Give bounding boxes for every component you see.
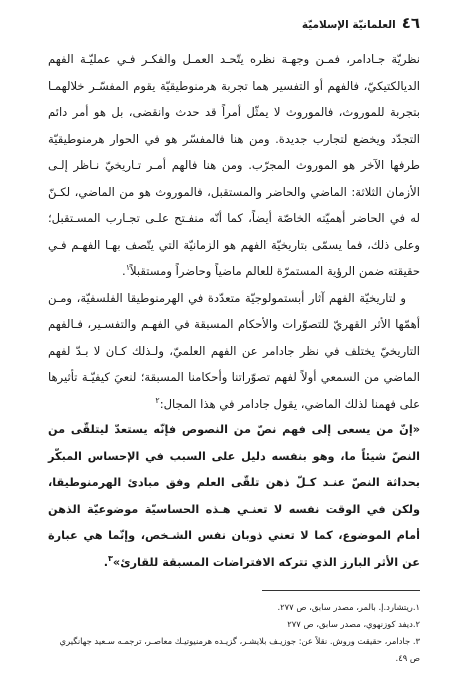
running-title: العلمانيّة الإسلاميّة <box>301 19 396 31</box>
footnote-ref-3[interactable]: ٣ <box>108 553 113 563</box>
footnotes <box>48 599 420 667</box>
page-header <box>48 14 420 36</box>
footnote-divider <box>262 590 420 591</box>
block-quote: «إنّ من يسعى إلى فهم نصّ من النصوص فإنّه يستعدّ ليتلقّى من النصّ شيئاً ما، وهو بنفسه دليل على السبب في الإحساس المبكّر بحداثة النصّ عنـد كـلّ ذهن تلقّى العلم وفق مبادئ الهرمنوطيقا، ولكن في الوقت نفسه لا تعنـي هـذه الحساسيّة موضوعيّة الذهن أمام الموضوع، كما لا تعني ذوبان نفس الشـخص، وإنّما هي عبارة عن الأثر البارز الذي تتركه الافتراضات المسبقة للقارئ»$^٣$. <box>48 423 420 569</box>
paragraph-1: نظريّة جـادامر، فمـن وجهـة نظره يتّحـد العمـل والفكـر فـي عمليّـة الفهم الديالكتيكيّ، فالفهم أو التفسير هما تجربة هرمنوطيقيّة يقوم المفسّـر خلالهمـا بتجربة للموروث، فالموروث لا يمثّل أمراً قد حدث وانقضى، بل هو أمر دائم التجدّد ويخضع لتجارب جديدة. ومن هنا فالمفسّر هو في الحوار هرمنوطيقيّة طرفها الآخر هو الموروث المجرّب. ومن هنا فالهم أمـر تـاريخيّ نـاظر إلـى الأزمان الثلاثة: الماضي والحاضر والمستقبل، فالموروث هو من الماضي، لكـنّ له في الحاضر أهميّته الخاصّة أيضاً، كما أنّه منفـتح علـى تجـارب المسـتقبل؛ وعلى ذلك، فما يسمّى بتاريخيّة الفهم هو الزمانيّة التي يتّصف بهـا الفهـم فـي حقيقته ضمن الرؤية المستمرّة للعالم ماضياً وحاضراً ومستقبلاً$^١$. <box>48 52 420 278</box>
footnote-2: ٢.ديفد كوزنهوي، مصدر سابق، ص ٢٧٧ <box>287 619 420 629</box>
page-number: ٤٦ <box>401 14 420 32</box>
footnote-ref-1[interactable]: ١ <box>125 263 130 273</box>
footnote-ref-2[interactable]: ٢ <box>155 395 160 405</box>
paragraph-2 <box>48 285 420 418</box>
body-text <box>48 46 420 576</box>
paragraph-1-text: نظريّة جـادامر، فمـن وجهـة نظره يتّحـد العمـل والفكـر فـي عمليّـة الفهم الديالكتيكيّ، فالفهم أو التفسير هما تجربة هرمنوطيقيّة يقوم المفسّـر خلالهمـا بتجربة للموروث، فالموروث لا يمثّل أمراً قد حدث وانقضى، بل هو أمر دائم التجدّد ويخضع لتجارب جديدة. ومن هنا فالمفسّر هو في الحوار هرمنوطيقيّة طرفها الآخر هو الموروث المجرّب. ومن هنا فالهم أمـر تـاريخيّ نـاظر إلـى الأزمان الثلاثة: الماضي والحاضر والمستقبل، فالموروث هو من الماضي، لكـنّ له في الحاضر أهميّته الخاصّة أيضاً، كما أنّه منفـتح علـى تجـارب المسـتقبل؛ وعلى ذلك، فما يسمّى بتاريخيّة الفهم هو الزمانيّة التي يتّصف بهـا الفهـم فـي حقيقته ضمن الرؤية المستمرّة للعالم ماضياً وحاضراً ومستقبلاً <box>48 52 420 278</box>
footnote-3: ٣. جادامر، حقيقت وروش. نقلاً عن: جوزيـف بلايشـر، گزيـده هرمنيوتيـك معاصـر، ترجمـه سـعيد جهانگيري ص ٤٩. <box>59 636 420 663</box>
quote-text: «إنّ من يسعى إلى فهم نصّ من النصوص فإنّه يستعدّ ليتلقّى من النصّ شيئاً ما، وهو بنفسه دليل على السبب في الإحساس المبكّر بحداثة النصّ عنـد كـلّ ذهن تلقّى العلم وفق مبادئ الهرمنوطيقا، ولكن في الوقت نفسه لا تعنـي هـذه الحساسيّة موضوعيّة الذهن أمام الموضوع، كما لا تعني ذوبان نفس الشـخص، وإنّما هي عبارة عن الأثر البارز الذي تتركه الافتراضات المسبقة للقارئ» <box>48 423 420 569</box>
paragraph-2-text: و لتاريخيّة الفهم آثار أبستمولوجيّة متعدّدة في الهرمنوطيقا الفلسفيّة، ومـن أهمّها الأثر القهريّ للتصوّرات والأحكام المسبقة في الفهـم والتفسـير، فـالفهم التاريخيّ يختلف في نظر جادامر عن الفهم العلميّ، ولـذلك كـان لا بـدّ لفهم الماضي من السمعي أولاً لفهم تصوّراتنا وأحكامنا المسبقة؛ لنعيَ كيفيّـة تأثيرها على فهمنا لذلك الماضي، يقول جادامر في هذا المجال: <box>48 290 420 411</box>
footnote-1: ١.ريتشارد.إ. بالمر، مصدر سابق، ص ٢٧٧. <box>277 602 420 612</box>
